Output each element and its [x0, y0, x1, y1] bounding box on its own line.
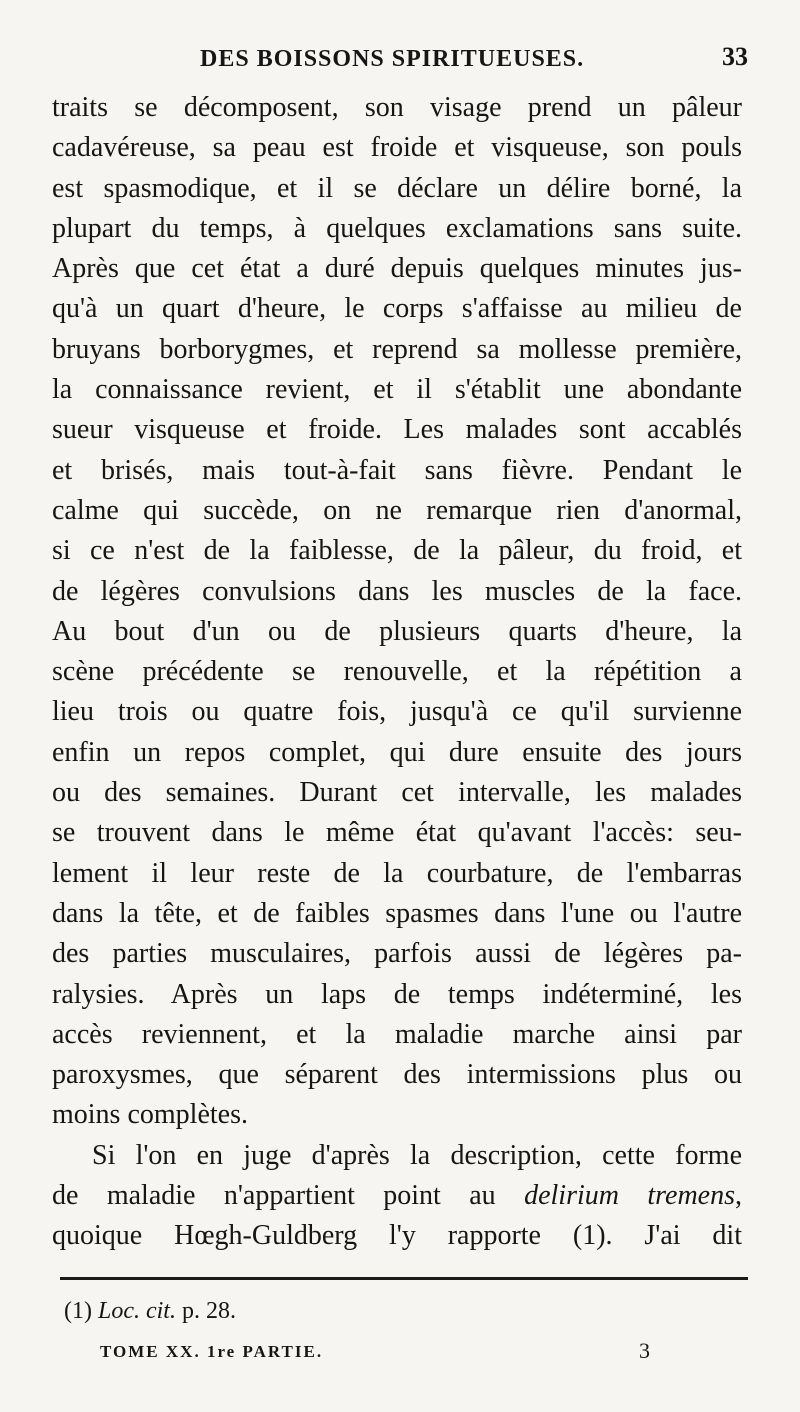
text-line: plupart du temps, à quelques exclamations sans suite.	[52, 212, 742, 244]
text-line: et brisés, mais tout-à-fait sans fièvre. Pendant le	[52, 454, 742, 486]
text-line: qu'à un quart d'heure, le corps s'affaisse au milieu de	[52, 293, 742, 325]
text-line: des parties musculaires, parfois aussi de légères pa-	[52, 938, 742, 970]
footnote	[64, 1298, 236, 1325]
text-line: se trouvent dans le même état qu'avant l'accès: seu-	[52, 817, 742, 849]
page-number: 33	[722, 42, 748, 71]
text-line: lement il leur reste de la courbature, de l'embarras	[52, 857, 742, 889]
body-text	[52, 88, 742, 1257]
text-line: Au bout d'un ou de plusieurs quarts d'heure, la	[52, 615, 742, 647]
text-line: moins complètes.	[52, 1099, 248, 1131]
text-run: de maladie n'appartient point au	[52, 1180, 525, 1212]
text-line: de légères convulsions dans les muscles de la face.	[52, 575, 742, 607]
text-line: traits se décomposent, son visage prend un pâleur	[52, 92, 742, 123]
text-line: est spasmodique, et il se déclare un délire borné, la	[52, 172, 742, 204]
running-title: DES BOISSONS SPIRITUEUSES.	[200, 46, 585, 72]
text-line: dans la tête, et de faibles spasmes dans l'une ou l'autre	[52, 897, 742, 929]
text-line: accès reviennent, et la maladie marche ainsi par	[52, 1018, 742, 1050]
text-line: lieu trois ou quatre fois, jusqu'à ce qu'il survienne	[52, 696, 742, 728]
text-run: ,	[735, 1180, 742, 1212]
text-line: ralysies. Après un laps de temps indéterminé, les	[52, 978, 742, 1010]
text-line: Après que cet état a duré depuis quelques minutes jus-	[52, 253, 742, 285]
text-line: si ce n'est de la faiblesse, de la pâleur, du froid, et	[52, 535, 742, 567]
page-header	[200, 38, 760, 78]
text-line: quoique Hœgh-Guldberg l'y rapporte (1). J'ai dit	[52, 1220, 742, 1252]
printer-signature: TOME XX. 1re PARTIE.	[100, 1342, 324, 1361]
signature-number: 3	[639, 1338, 650, 1363]
text-line: cadavéreuse, sa peau est froide et visqueuse, son pouls	[52, 132, 742, 164]
text-line	[52, 1176, 742, 1216]
text-line: bruyans borborygmes, et reprend sa mollesse première,	[52, 333, 742, 365]
text-line: ou des semaines. Durant cet intervalle, les malades	[52, 777, 742, 809]
text-line: la connaissance revient, et il s'établit une abondante	[52, 374, 742, 406]
footnote-page: p. 28.	[181, 1298, 236, 1324]
footnote-rule	[60, 1277, 748, 1280]
footnote-marker: (1)	[64, 1298, 92, 1324]
italic-term: delirium tremens	[524, 1180, 735, 1212]
text-line: calme qui succède, on ne remarque rien d'anormal,	[52, 494, 742, 526]
text-line: scène précédente se renouvelle, et la répétition a	[52, 656, 742, 688]
text-line: sueur visqueuse et froide. Les malades sont accablés	[52, 414, 742, 446]
text-line: enfin un repos complet, qui dure ensuite des jours	[52, 736, 742, 768]
text-line: paroxysmes, que séparent des intermissions plus ou	[52, 1059, 742, 1091]
footnote-reference: Loc. cit.	[97, 1298, 176, 1324]
paragraph-start-line: Si l'on en juge d'après la description, cette forme	[92, 1139, 742, 1171]
